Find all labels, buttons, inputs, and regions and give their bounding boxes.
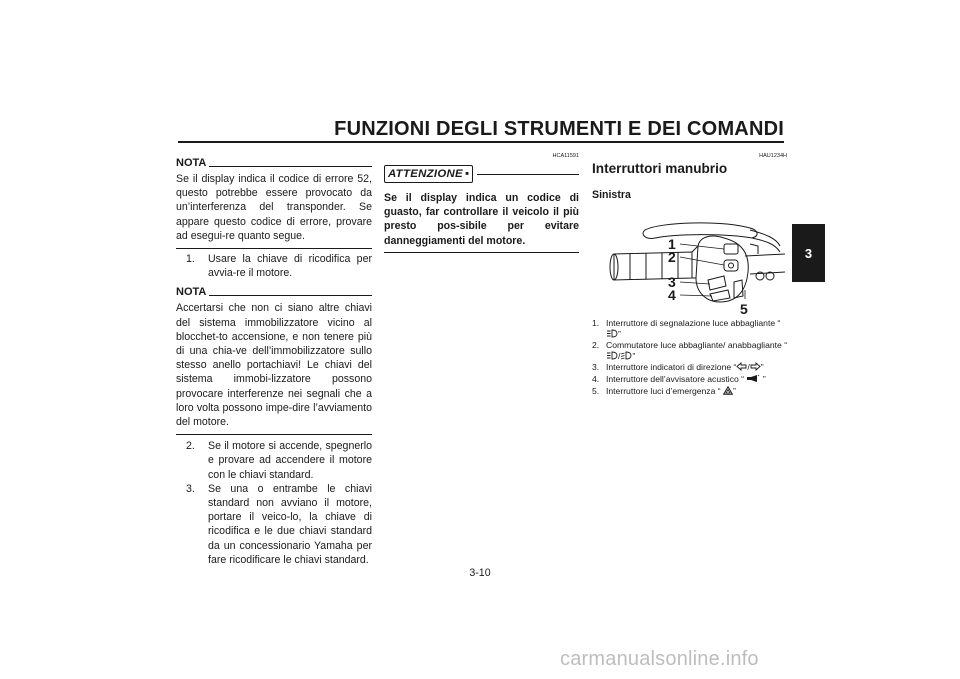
caption-item xyxy=(592,374,792,385)
caption-text: Interruttore luci d’emergenza “ xyxy=(606,385,724,396)
nota-heading xyxy=(176,157,372,169)
caption-separator: / xyxy=(618,350,621,361)
caption-item xyxy=(592,340,792,361)
caption-item xyxy=(592,386,792,397)
nota-text: Se il display indica il codice di errore 52, questo potrebbe essere provocato da un’interferenza del transponder. Se appare questo codice di errore, provare ad esegui-re quanto segue. xyxy=(176,173,372,242)
low-beam-icon xyxy=(620,351,632,360)
attention-badge xyxy=(384,165,473,183)
step-number: 1. xyxy=(186,253,195,266)
caption-number: 1. xyxy=(592,318,600,328)
figure-label: 1 xyxy=(668,236,676,252)
caption-number: 4. xyxy=(592,373,600,384)
handlebar-switch-illustration xyxy=(600,216,785,316)
right-column xyxy=(592,152,787,202)
nota-text: Accertarsi che non ci siano altre chiavi del sistema immobilizzatore vicino al blocchet-to accensione, e non tenere più di una chia-ve dell’immobilizzatore sullo stesso anello portachiavi! Le chiavi del sistema immobi-lizzatore possono provocare interferenze nei segnali che a loro volta possono impe-dire l’avviamento del motore. xyxy=(176,302,372,429)
caption-separator: / xyxy=(747,362,750,373)
caption-number: 3. xyxy=(592,362,600,373)
section-subtitle: Sinistra xyxy=(592,189,631,202)
attention-label: ATTENZIONE xyxy=(388,168,463,180)
figure-label: 5 xyxy=(740,301,748,316)
caption-number: 5. xyxy=(592,385,600,396)
left-column xyxy=(176,157,372,567)
nota-end-rule xyxy=(176,434,372,435)
nota-label: NOTA xyxy=(176,286,207,299)
page-number: 3-10 xyxy=(469,567,491,579)
step-item xyxy=(176,252,372,280)
step-text: Se una o entrambe le chiavi standard non avviano il motore, portare il veico-lo, la chiave di ricodifica e le due chiavi standard da un concessionario Yamaha per fare ricodificare le chiavi standard. xyxy=(208,482,372,566)
attention-marker-icon: ▪ xyxy=(464,168,470,180)
caption-text: Interruttore indicatori di direzione “ xyxy=(606,362,737,373)
caption-text: ” xyxy=(760,362,764,373)
step-text: Se il motore si accende, spegnerlo e provare ad accendere il motore con le chiavi standard. xyxy=(208,440,372,481)
left-arrow-icon xyxy=(736,362,750,373)
caption-item xyxy=(592,362,792,373)
step-item xyxy=(176,482,372,567)
figure-caption-list xyxy=(592,318,792,397)
caption-text: ” xyxy=(760,373,766,384)
page-header-title: FUNZIONI DEGLI STRUMENTI E DEI COMANDI xyxy=(334,118,784,140)
reference-code: HAU1234H xyxy=(759,153,787,159)
step-text: Usare la chiave di ricodifica per avvia-re il motore. xyxy=(208,253,372,280)
figure-label: 2 xyxy=(668,249,676,265)
high-beam-icon xyxy=(606,329,618,338)
step-number: 3. xyxy=(186,482,195,495)
caption-text: Interruttore di segnalazione luce abbagliante “ xyxy=(606,318,781,328)
right-arrow-icon xyxy=(750,362,761,371)
caption-text: ” xyxy=(632,350,636,361)
caption-text: ” xyxy=(618,328,621,339)
attention-end-rule xyxy=(384,252,579,253)
attention-text: Se il display indica un codice di guasto, far controllare il veicolo il più presto pos-sibile per evitare danneggiamenti del motore. xyxy=(384,192,579,247)
hazard-icon xyxy=(723,386,733,395)
horn-icon xyxy=(746,374,760,383)
nota-rule xyxy=(209,166,372,167)
step-number: 2. xyxy=(186,440,195,453)
chapter-tab: 3 xyxy=(792,224,825,282)
nota-rule xyxy=(209,295,372,296)
caption-text: ” xyxy=(733,385,736,396)
nota-label: NOTA xyxy=(176,157,207,169)
section-title: Interruttori manubrio xyxy=(592,161,728,176)
nota-end-rule xyxy=(176,248,372,249)
nota-heading xyxy=(176,286,372,298)
figure-label: 3 xyxy=(668,274,676,290)
attention-heading xyxy=(384,165,579,183)
caption-number: 2. xyxy=(592,340,600,351)
header-rule xyxy=(178,141,784,143)
caption-item xyxy=(592,318,792,339)
middle-column xyxy=(384,152,579,253)
attention-rule xyxy=(477,174,579,175)
high-beam-icon xyxy=(606,350,621,361)
reference-code: HCA11591 xyxy=(552,153,579,159)
figure-label: 4 xyxy=(668,287,676,303)
watermark: carmanualsonline.info xyxy=(560,648,759,670)
caption-text: Interruttore dell’avvisatore acustico “ xyxy=(606,373,747,384)
step-item xyxy=(176,439,372,482)
caption-text: Commutatore luce abbagliante/ anabbagliante “ xyxy=(606,340,788,351)
